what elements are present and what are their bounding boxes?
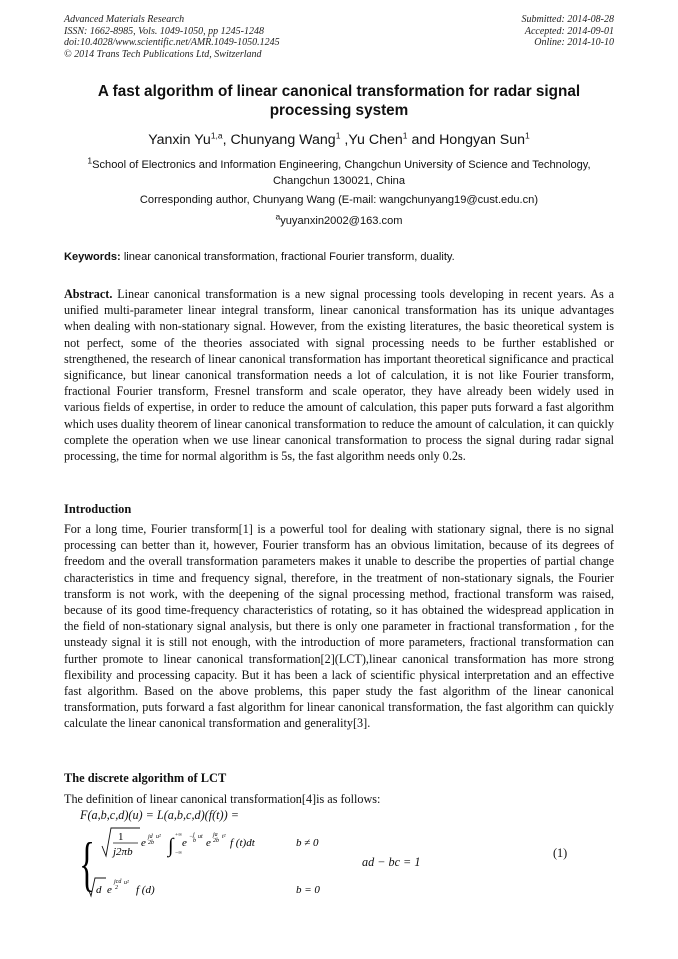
author: Yanxin Yu$^{1,a}$, — [148, 130, 231, 148]
svg-text:t²: t² — [222, 834, 226, 840]
abstract-label: Abstract. — [64, 287, 113, 301]
author: Hongyan Sun$^1$ — [439, 130, 530, 148]
lct-text: The definition of linear canonical transformation[4]is as follows: — [64, 792, 381, 806]
svg-text:∫: ∫ — [168, 835, 174, 857]
svg-text:f (t)dt: f (t)dt — [230, 837, 255, 849]
author: Yu Chen$^1$ and — [348, 130, 440, 148]
svg-text:e: e — [141, 837, 146, 849]
author: Chunyang Wang$^1$ , — [230, 130, 349, 148]
abstract — [64, 286, 614, 464]
svg-text:e: e — [182, 837, 187, 849]
left-brace: { — [79, 831, 95, 898]
section-heading-introduction: Introduction — [64, 502, 132, 516]
svg-text:ut: ut — [198, 834, 203, 840]
section-heading-lct: The discrete algorithm of LCT — [64, 771, 227, 785]
svg-text:b: b — [193, 838, 196, 844]
svg-text:f (d): f (d) — [136, 884, 155, 896]
keywords-text: linear canonical transformation, fractional Fourier transform, duality. — [123, 251, 455, 263]
equation-lhs: F(a,b,c,d)(u) = L(a,b,c,d)(f(t)) = — [80, 808, 239, 822]
svg-text:jd: jd — [148, 834, 153, 840]
svg-text:2: 2 — [115, 885, 118, 891]
journal-meta — [64, 14, 280, 60]
svg-text:ja: ja — [213, 832, 218, 838]
svg-text:2b: 2b — [148, 840, 154, 846]
svg-text:u²: u² — [156, 834, 161, 840]
journal-issn: ISSN: 1662-8985, Vols. 1049-1050, pp 1245-1248 — [64, 25, 264, 37]
equation-side-condition: ad − bc = 1 — [362, 855, 421, 869]
svg-text:d: d — [96, 884, 102, 896]
author-email: $^a$yuyanxin2002@163.com — [275, 211, 403, 227]
keywords-label: Keywords: — [64, 251, 121, 263]
svg-text:+∞: +∞ — [175, 832, 183, 838]
author-list — [64, 131, 614, 149]
online-date: Online: 2014-10-10 — [534, 37, 614, 48]
svg-text:−: − — [189, 834, 194, 840]
condition-b-zero: b = 0 — [296, 884, 320, 896]
svg-text:1: 1 — [118, 831, 124, 843]
introduction-text: For a long time, Fourier transform[1] is a powerful tool for dealing with stationary signal, there is no signal processing can better than it, however, Fourier transform has an obvious limitation, because of its degrees of freedom and the overall transformation parameters makes it unable to describe the properties of partial change characteristics in time and frequency signal, therefore, in the treatment of non-stationary signals, the Fourier transform is not work, with the deepening of the signal processing method, fractional transform was raised, because of its good time-frequency characteristics of rotating, so it has obtained the widespread application in the field of non-stationary signal analysis, but there is only one parameter in fractional transformation , for the unsteady signal it is still not enough, with the introduction of more parameters, fractional transformation can further promote to linear canonical transformation[2](LCT),linear canonical transformation has more strong flexibility and processing capacity. But it has been a lack of scientific physical interpretation and an effective fast algorithm. Based on the above problems, this paper study the fast algorithm of the linear canonical transformation, puts forward a fast algorithm for linear canonical transformation, the fast algorithm can quickly calculate the linear canonical transformation and generality[3]. — [64, 522, 614, 731]
svg-text:2b: 2b — [213, 838, 219, 844]
svg-text:j2πb: j2πb — [113, 846, 133, 858]
condition-b-nonzero: b ≠ 0 — [296, 837, 319, 849]
copyright: © 2014 Trans Tech Publications Ltd, Switzerland — [64, 48, 262, 60]
equation-number: (1) — [553, 846, 568, 860]
journal-doi: doi:10.4028/www.scientific.net/AMR.1049-1050.1245 — [64, 37, 280, 48]
accepted-date: Accepted: 2014-09-01 — [524, 25, 614, 37]
equation-body — [78, 826, 378, 906]
corresponding-author: Corresponding author, Chunyang Wang (E-mail: wangchunyang19@cust.edu.cn) — [139, 194, 539, 206]
submission-dates — [522, 14, 615, 49]
abstract-text: Linear canonical transformation is a new signal processing tools developing in recent years. As a unified multi-parameter linear integral transform, linear canonical transformation has its unique advantages when dealing with non-stationary signal. However, from the existing literatures, the basic theoretical system is not perfect, some of the theories associated with signal processing needs to be further established or strengthened, the research of linear canonical transformation has important theoretical significance and practical significance, but linear canonical transformation needs a lot of calculation, it is not like Fourier transform, fractional Fourier transform, Fresnel transform and scale operator, they have already been widely used in various fields of expertise, in order to reduce the amount of calculation, this paper puts forward a fast algorithm which uses duality theorem of linear canonical transformation to reduce the amount of calculation, it can quickly complete the operation when we use linear canonical transformation to process the signal during radar signal processing, the time for normal algorithm is 5s, the fast algorithm needs only 0.2s. — [64, 287, 615, 464]
submitted-date: Submitted: 2014-08-28 — [521, 14, 614, 25]
keywords — [64, 250, 614, 265]
paper-title: A fast algorithm of linear canonical transformation for radar signal processing system — [97, 83, 581, 119]
svg-text:e: e — [206, 837, 211, 849]
svg-text:u²: u² — [124, 880, 129, 886]
affiliation: $^1$School of Electronics and Information Engineering, Changchun University of Science and Technology, Changchun 130021, China — [87, 155, 591, 187]
journal-name: Advanced Materials Research — [64, 14, 185, 25]
svg-text:jcd: jcd — [114, 879, 122, 885]
svg-text:e: e — [107, 884, 112, 896]
svg-text:j: j — [193, 832, 195, 838]
svg-text:−∞: −∞ — [175, 850, 183, 856]
